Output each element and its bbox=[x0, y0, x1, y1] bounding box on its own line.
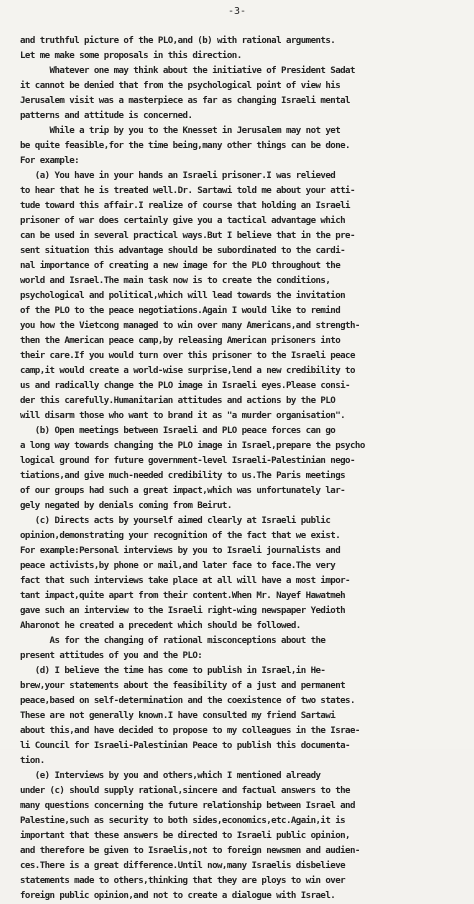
text-line: li Council for Israeli-Palestinian Peace to publish this documenta- bbox=[20, 741, 350, 751]
text-line: about this,and have decided to propose to my colleagues in the Israe- bbox=[20, 726, 360, 736]
text-line: logical ground for future government-level Israeli-Palestinian nego- bbox=[20, 456, 355, 466]
text-line: gely negated by denials coming from Beirut. bbox=[20, 501, 232, 511]
text-line: nal importance of creating a new image for the PLO throughout the bbox=[20, 261, 341, 271]
text-line: (d) I believe the time has come to publish in Israel,in He- bbox=[20, 666, 326, 676]
text-line: present attitudes of you and the PLO: bbox=[20, 651, 203, 661]
text-line: gave such an interview to the Israeli right-wing newspaper Yedioth bbox=[20, 606, 346, 616]
text-line: These are not generally known.I have consulted my friend Sartawi bbox=[20, 711, 336, 721]
text-line: fact that such interviews take place at all will have a most impor- bbox=[20, 576, 350, 586]
text-line: to hear that he is treated well.Dr. Sartawi told me about your atti- bbox=[20, 186, 355, 196]
text-line: can be used in several practical ways.But I believe that in the pre- bbox=[20, 231, 355, 241]
text-line: of our groups had such a great impact,which was unfortunately lar- bbox=[20, 486, 346, 496]
text-line: Whatever one may think about the initiative of President Sadat bbox=[20, 66, 355, 76]
page-number: -3- bbox=[227, 6, 247, 17]
text-line: (e) Interviews by you and others,which I mentioned already bbox=[20, 771, 321, 781]
text-line: foreign public opinion,and not to create a dialogue with Israel. bbox=[20, 891, 336, 901]
text-line: many questions concerning the future relationship between Israel and bbox=[20, 801, 355, 811]
text-line: of the PLO to the peace negotiations.Again I would like to remind bbox=[20, 306, 341, 316]
text-line: peace activists,by phone or mail,and later face to face.The very bbox=[20, 561, 336, 571]
text-line: While a trip by you to the Knesset in Jerusalem may not yet bbox=[20, 126, 341, 136]
text-line: be quite feasible,for the time being,many other things can be done. bbox=[20, 141, 350, 151]
text-line: and therefore be given to Israelis,not to foreign newsmen and audien- bbox=[20, 846, 360, 856]
text-line: (a) You have in your hands an Israeli prisoner.I was relieved bbox=[20, 171, 336, 181]
text-line: For example:Personal interviews by you to Israeli journalists and bbox=[20, 546, 341, 556]
text-line: peace,based on self-determination and the coexistence of two states. bbox=[20, 696, 355, 706]
text-line: statements made to others,thinking that they are ploys to win over bbox=[20, 876, 346, 886]
text-line: then the American peace camp,by releasing American prisoners into bbox=[20, 336, 341, 346]
text-line: Palestine,such as security to both sides,economics,etc.Again,it is bbox=[20, 816, 346, 826]
text-line: important that these answers be directed to Israeli public opinion, bbox=[20, 831, 350, 841]
text-line: world and Israel.The main task now is to create the conditions, bbox=[20, 276, 331, 286]
text-line: you how the Vietcong managed to win over many Americans,and strength- bbox=[20, 321, 360, 331]
text-line: their care.If you would turn over this prisoner to the Israeli peace bbox=[20, 351, 355, 361]
text-line: tant impact,quite apart from their content.When Mr. Nayef Hawatmeh bbox=[20, 591, 346, 601]
text-line: patterns and attitude is concerned. bbox=[20, 111, 193, 121]
text-line: it cannot be denied that from the psychological point of view his bbox=[20, 81, 341, 91]
text-line: psychological and political,which will lead towards the invitation bbox=[20, 291, 346, 301]
text-line: (c) Directs acts by yourself aimed clearly at Israeli public bbox=[20, 516, 331, 526]
text-line: (b) Open meetings between Israeli and PLO peace forces can go bbox=[20, 426, 336, 436]
text-line: brew,your statements about the feasibility of a just and permanent bbox=[20, 681, 346, 691]
text-line: ces.There is a great difference.Until now,many Israelis disbelieve bbox=[20, 861, 346, 871]
text-line: Jerusalem visit was a masterpiece as far as changing Israeli mental bbox=[20, 96, 350, 106]
text-line: sent situation this advantage should be subordinated to the cardi- bbox=[20, 246, 346, 256]
text-line: prisoner of war does certainly give you a tactical advantage which bbox=[20, 216, 346, 226]
text-line: a long way towards changing the PLO image in Israel,prepare the psycho bbox=[20, 441, 365, 451]
text-line: For example: bbox=[20, 156, 80, 166]
text-line: tiations,and give much-needed credibility to us.The Paris meetings bbox=[20, 471, 346, 481]
text-line: tion. bbox=[20, 756, 45, 766]
text-line: Let me make some proposals in this direction. bbox=[20, 51, 242, 61]
typewritten-letter-body bbox=[20, 34, 460, 904]
text-line: As for the changing of rational misconceptions about the bbox=[20, 636, 326, 646]
text-line: opinion,demonstrating your recognition of the fact that we exist. bbox=[20, 531, 341, 541]
text-line: us and radically change the PLO image in Israeli eyes.Please consi- bbox=[20, 381, 350, 391]
text-line: der this carefully.Humanitarian attitudes and actions by the PLO bbox=[20, 396, 336, 406]
text-line: and truthful picture of the PLO,and (b) with rational arguments. bbox=[20, 36, 336, 46]
text-line: under (c) should supply rational,sincere and factual answers to the bbox=[20, 786, 350, 796]
text-line: will disarm those who want to brand it as "a murder organisation". bbox=[20, 411, 346, 421]
text-line: tude toward this affair.I realize of course that holding an Israeli bbox=[20, 201, 350, 211]
text-line: camp,it would create a world-wise surprise,lend a new credibility to bbox=[20, 366, 355, 376]
text-line: Aharonot he created a precedent which should be followed. bbox=[20, 621, 301, 631]
